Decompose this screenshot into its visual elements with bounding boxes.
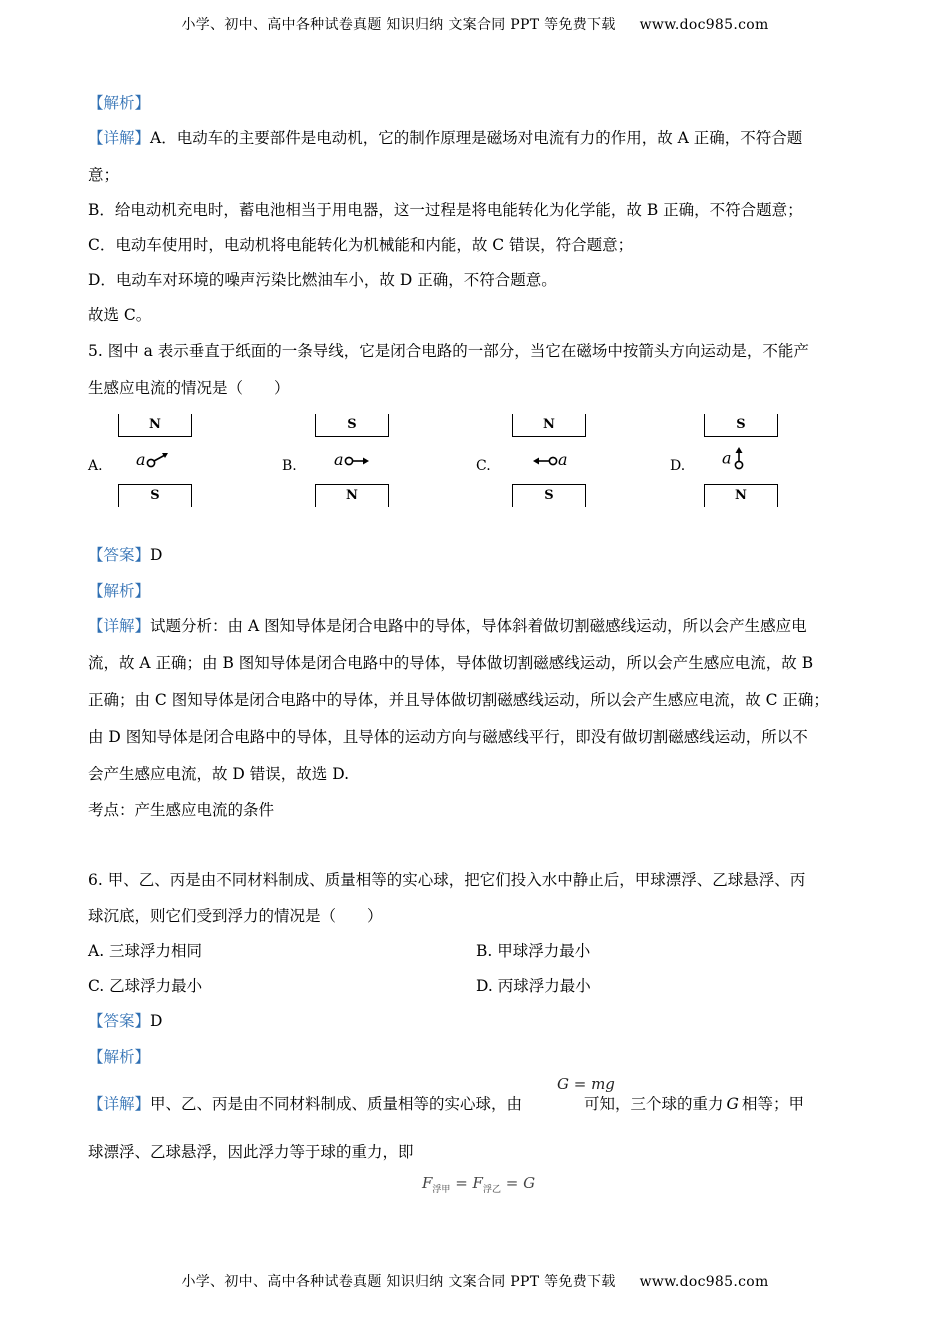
q5-answer-tag: 【答案】 xyxy=(88,546,151,564)
figure-c-wire xyxy=(530,450,568,471)
header-text: 小学、初中、高中各种试卷真题 知识归纳 文案合同 PPT 等免费下载 xyxy=(181,17,616,33)
q6-formula-f-sub2: 浮乙 xyxy=(482,1185,501,1195)
figure-a-bottom-magnet xyxy=(118,484,192,507)
figure-b-bottom-magnet xyxy=(315,484,389,507)
q5-kaodian: 考点：产生感应电流的条件 xyxy=(88,801,275,819)
figure-c-wire-label: a xyxy=(558,450,568,469)
q5-analysis-tag: 【解析】 xyxy=(88,582,151,600)
q6-detail-line2: 球漂浮、乙球悬浮，因此浮力等于球的重力，即 xyxy=(88,1143,414,1161)
figure-d-label: D. xyxy=(670,458,686,474)
q4-line-d: D．电动车对环境的噪声污染比燃油车小，故 D 正确，不符合题意。 xyxy=(88,271,557,289)
q5-stem-line1: 5. 图中 a 表示垂直于纸面的一条导线，它是闭合电路的一部分，当它在磁场中按箭头方向运动是，不能产 xyxy=(88,342,809,360)
q6-formula-f-1: F xyxy=(422,1174,433,1192)
q5-figure-a xyxy=(88,414,208,514)
figure-c-label: C. xyxy=(476,458,491,474)
q6-stem-line2: 球沉底，则它们受到浮力的情况是（ ） xyxy=(88,907,383,925)
figure-c-bottom-magnet xyxy=(512,484,586,507)
figure-c-top-magnet xyxy=(512,414,586,437)
figure-d-bottom-pole: N xyxy=(735,488,747,503)
q5-detail-line3: 正确；由 C 图知导体是闭合电路中的导体，并且导体做切割磁感线运动，所以会产生感应电流，故 C 正确； xyxy=(88,691,829,709)
q6-analysis-tag: 【解析】 xyxy=(88,1048,151,1066)
q5-figure-c xyxy=(476,414,596,514)
figure-c-top-pole: N xyxy=(543,417,555,432)
q6-formula-f-end: = G xyxy=(500,1174,536,1192)
q6-g-symbol: G xyxy=(726,1095,739,1113)
q4-line-b: B．给电动机充电时，蓄电池相当于用电器，这一过程是将电能转化为化学能，故 B 正确，不符合题意； xyxy=(88,201,803,219)
figure-b-wire-label: a xyxy=(334,450,344,469)
q6-option-d: D. 丙球浮力最小 xyxy=(476,977,591,995)
q4-analysis-tag: 【解析】 xyxy=(88,94,151,112)
header-url[interactable]: www.doc985.com xyxy=(639,17,769,33)
q5-figure-d xyxy=(670,414,790,514)
q5-stem-line2: 生感应电流的情况是（ ） xyxy=(88,379,290,397)
q6-stem-line1: 6. 甲、乙、丙是由不同材料制成、质量相等的实心球，把它们投入水中静止后，甲球漂浮、乙球悬浮、丙 xyxy=(88,871,806,889)
figure-a-wire xyxy=(136,450,172,471)
q6-formula-f-mid: = F xyxy=(450,1174,483,1192)
q5-detail-line2: 流，故 A 正确；由 B 图知导体是闭合电路中的导体，导体做切割磁感线运动，所以会产生感应电流，故 B xyxy=(88,654,814,672)
q6-option-a: A. 三球浮力相同 xyxy=(88,942,203,960)
figure-d-bottom-magnet xyxy=(704,484,778,507)
page-footer xyxy=(0,1271,950,1291)
figure-a-top-magnet xyxy=(118,414,192,437)
q6-detail-part1: 甲、乙、丙是由不同材料制成、质量相等的实心球，由 xyxy=(150,1095,523,1113)
q6-formula-g: G = mg xyxy=(557,1075,615,1093)
q6-option-b: B. 甲球浮力最小 xyxy=(476,942,591,960)
figure-b-top-magnet xyxy=(315,414,389,437)
q5-detail-line5: 会产生感应电流，故 D 错误，故选 D. xyxy=(88,765,350,783)
q6-answer-line xyxy=(88,1009,162,1031)
figure-a-wire-label: a xyxy=(136,450,146,469)
figure-a-label: A. xyxy=(88,458,103,474)
q6-detail-part3: 相等；甲 xyxy=(741,1095,804,1113)
q6-detail-part2: 可知，三个球的重力 xyxy=(584,1095,724,1113)
figure-a-bottom-pole: S xyxy=(150,488,160,503)
q6-detail-tag: 【详解】 xyxy=(88,1095,151,1113)
figure-b-bottom-pole: N xyxy=(346,488,358,503)
figure-d-top-magnet xyxy=(704,414,778,437)
footer-text: 小学、初中、高中各种试卷真题 知识归纳 文案合同 PPT 等免费下载 xyxy=(181,1274,616,1290)
q6-answer-tag: 【答案】 xyxy=(88,1012,151,1030)
arrow-left-icon xyxy=(530,451,558,471)
q6-detail-line1 xyxy=(88,1092,804,1114)
figure-d-top-pole: S xyxy=(736,417,746,432)
figure-d-wire xyxy=(722,446,746,472)
q5-detail-text1: 试题分析：由 A 图知导体是闭合电路中的导体，导体斜着做切割磁感线运动，所以会产生感应电 xyxy=(150,617,807,635)
q6-formula-f xyxy=(422,1174,535,1195)
q4-detail-line1 xyxy=(88,126,802,148)
q6-answer: D xyxy=(150,1012,163,1030)
footer-url[interactable]: www.doc985.com xyxy=(639,1274,769,1290)
figure-b-label: B. xyxy=(282,458,297,474)
q4-detail-line2: 意； xyxy=(88,166,120,184)
q5-figure-b xyxy=(282,414,402,514)
q5-answer-line xyxy=(88,543,162,565)
q5-detail-line4: 由 D 图知导体是闭合电路中的导体，且导体的运动方向与磁感线平行，即没有做切割磁感线运动，所以不 xyxy=(88,728,808,746)
page-header xyxy=(0,14,950,34)
q4-detail-tag: 【详解】 xyxy=(88,129,151,147)
q6-formula-f-sub1: 浮甲 xyxy=(432,1185,451,1195)
arrow-right-icon xyxy=(344,451,372,471)
arrow-up-icon xyxy=(732,446,746,472)
q4-detail-text1: A．电动车的主要部件是电动机，它的制作原理是磁场对电流有力的作用，故 A 正确，不符合题 xyxy=(150,129,803,147)
q5-detail-tag: 【详解】 xyxy=(88,617,151,635)
q5-answer: D xyxy=(150,546,163,564)
figure-c-bottom-pole: S xyxy=(544,488,554,503)
figure-b-top-pole: S xyxy=(347,417,357,432)
arrow-diagonal-icon xyxy=(146,451,172,471)
figure-d-wire-label: a xyxy=(722,448,732,468)
figure-a-top-pole: N xyxy=(149,417,161,432)
q5-detail-line1 xyxy=(88,614,807,636)
q4-choose: 故选 C。 xyxy=(88,306,152,324)
q4-line-c: C．电动车使用时，电动机将电能转化为机械能和内能，故 C 错误，符合题意； xyxy=(88,236,634,254)
figure-b-wire xyxy=(334,450,372,471)
q6-option-c: C. 乙球浮力最小 xyxy=(88,977,203,995)
